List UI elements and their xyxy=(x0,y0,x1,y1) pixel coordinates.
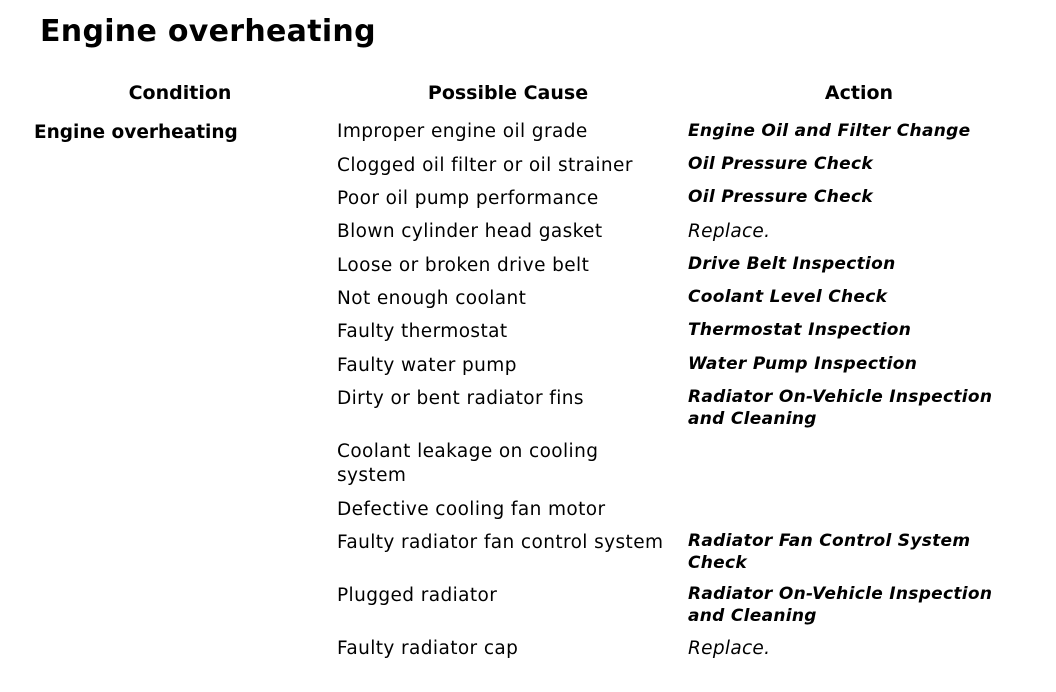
action-text: Replace. xyxy=(688,638,771,659)
column-header-condition: Condition xyxy=(128,82,232,104)
action-link[interactable]: Thermostat Inspection xyxy=(688,320,912,340)
action-link[interactable]: Coolant Level Check xyxy=(688,287,888,307)
cause-cell: Faulty thermostat xyxy=(337,321,508,342)
column-header-possible-cause: Possible Cause xyxy=(427,82,589,104)
cause-cell: Not enough coolant xyxy=(337,288,527,309)
cause-cell: Blown cylinder head gasket xyxy=(337,221,603,242)
action-link[interactable]: Drive Belt Inspection xyxy=(688,254,896,274)
page-title: Engine overheating xyxy=(40,14,376,49)
cause-cell: Faulty water pump xyxy=(337,355,517,376)
action-link[interactable]: Engine Oil and Filter Change xyxy=(688,121,971,141)
action-link[interactable]: Radiator On-Vehicle Inspection and Cleaning xyxy=(688,584,993,626)
action-link[interactable]: Radiator Fan Control System Check xyxy=(688,531,971,573)
cause-cell: Plugged radiator xyxy=(337,585,498,606)
action-link[interactable]: Radiator On-Vehicle Inspection and Cleaning xyxy=(688,387,993,429)
cause-cell: Dirty or bent radiator fins xyxy=(337,388,584,409)
cause-cell: Poor oil pump performance xyxy=(337,188,599,209)
cause-cell: Improper engine oil grade xyxy=(337,121,588,142)
column-header-action: Action xyxy=(824,82,894,104)
cause-cell: Faulty radiator cap xyxy=(337,638,519,659)
action-link[interactable]: Oil Pressure Check xyxy=(688,154,873,174)
cause-cell: Defective cooling fan motor xyxy=(337,499,606,520)
action-link[interactable]: Oil Pressure Check xyxy=(688,187,873,207)
condition-cell: Engine overheating xyxy=(34,122,238,143)
cause-cell: Coolant leakage on cooling system xyxy=(337,441,599,486)
action-link[interactable]: Water Pump Inspection xyxy=(688,354,918,374)
cause-cell: Clogged oil filter or oil strainer xyxy=(337,155,633,176)
cause-cell: Faulty radiator fan control system xyxy=(337,532,664,553)
action-text: Replace. xyxy=(688,221,771,242)
cause-cell: Loose or broken drive belt xyxy=(337,255,590,276)
